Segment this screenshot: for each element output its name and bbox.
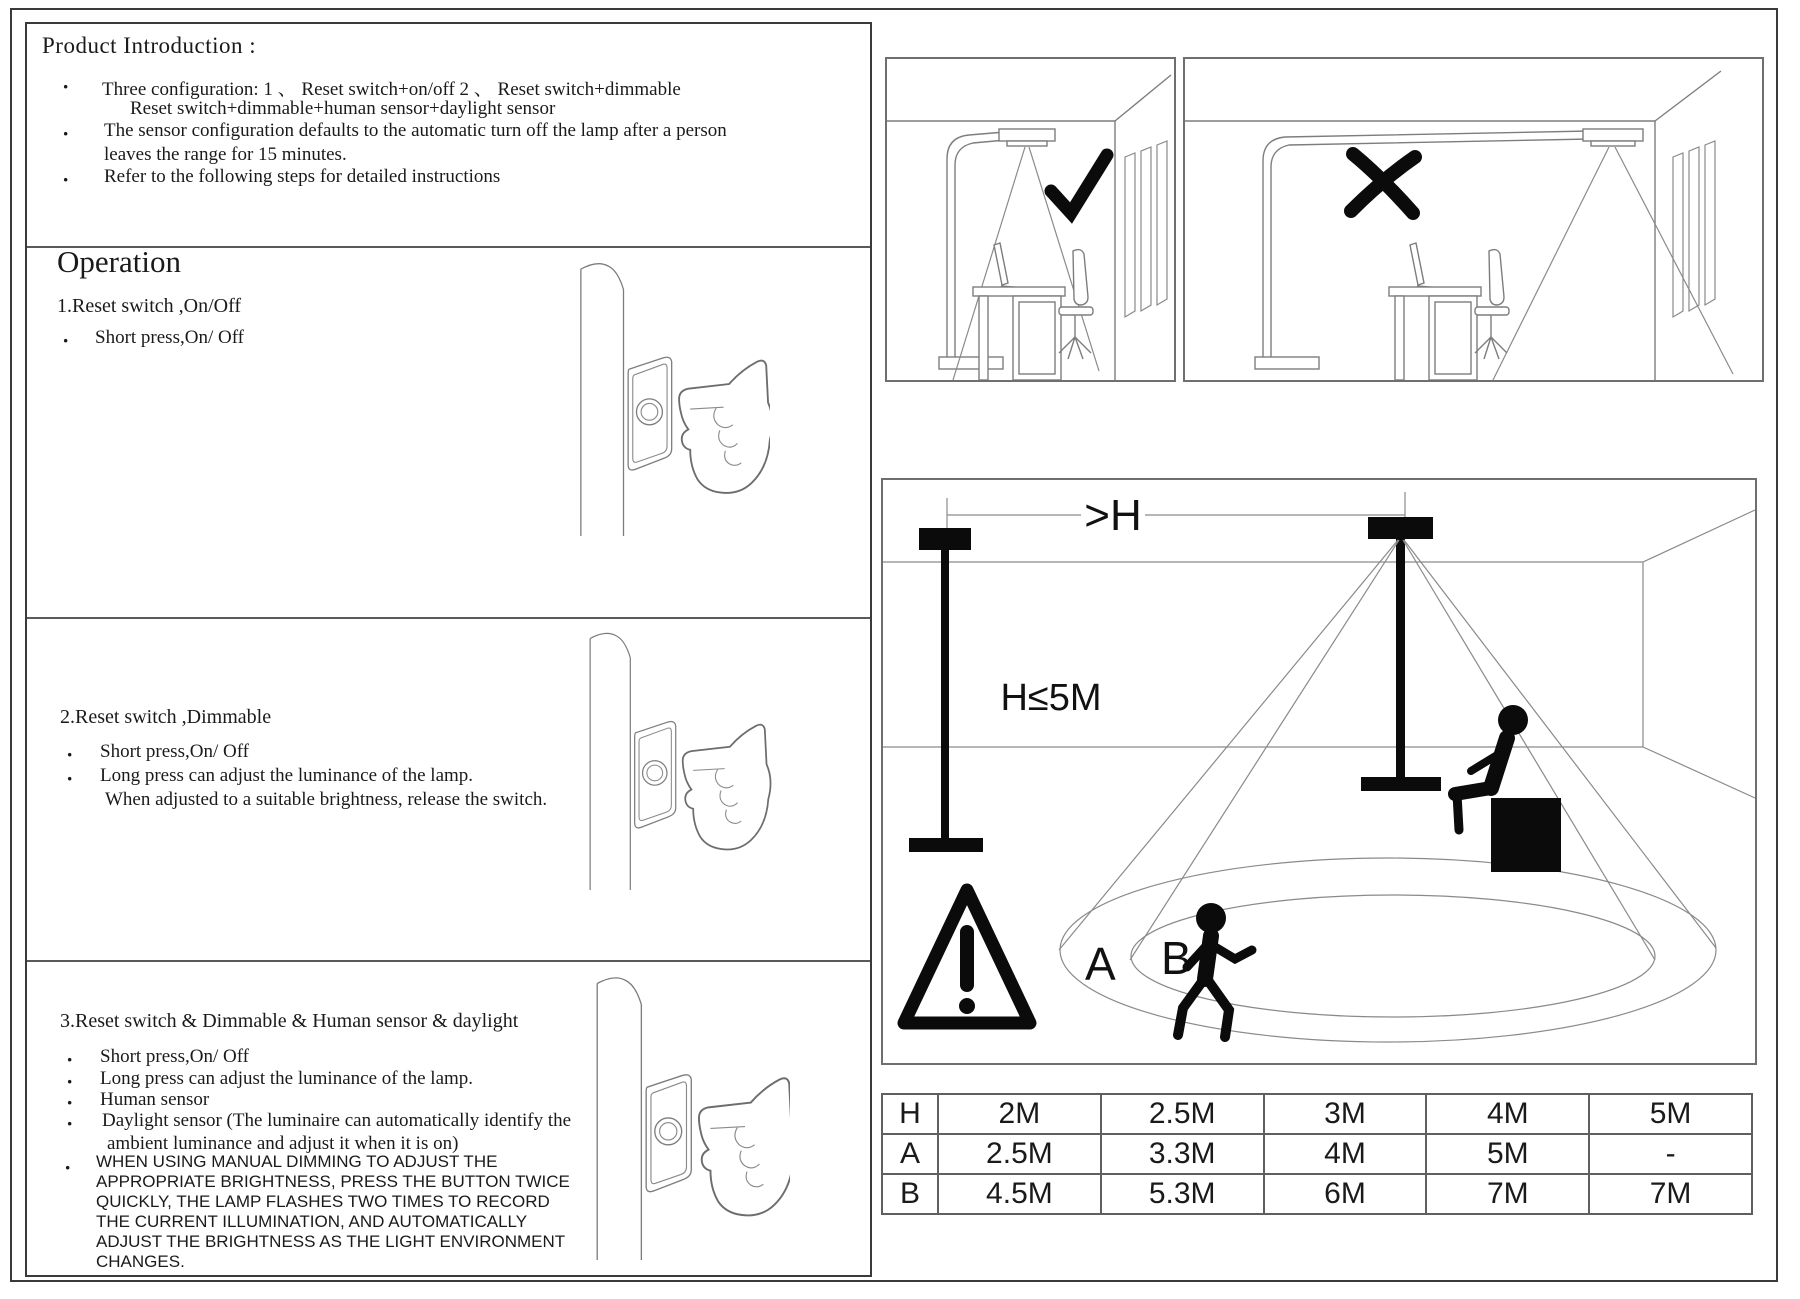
- bullet-dot: ·: [66, 766, 74, 791]
- bullet-dot: ·: [66, 1111, 74, 1136]
- office-chair: [1475, 250, 1509, 359]
- intro-title: Product Introduction :: [42, 33, 257, 58]
- seated-person-icon: [1455, 705, 1561, 872]
- table-cell: 5M: [1426, 1134, 1589, 1174]
- table-cell: 4M: [1264, 1134, 1427, 1174]
- table-cell: 7M: [1426, 1174, 1589, 1214]
- operation-2-bullet-2: Long press can adjust the luminance of the lamp.: [100, 765, 474, 786]
- window-blinds: [1673, 141, 1715, 317]
- sensor-range-table: [881, 1093, 1753, 1215]
- operation-3-heading: 3.Reset switch & Dimmable & Human sensor & daylight: [60, 1010, 519, 1032]
- intro-bullet-2-line-1: The sensor configuration defaults to the automatic turn off the lamp after a person: [104, 120, 727, 141]
- operation-1-heading: 1.Reset switch ,On/Off: [57, 295, 242, 317]
- room-wrong-placement: [1183, 57, 1764, 382]
- bullet-dot: ·: [66, 1069, 74, 1094]
- window-blinds: [1125, 141, 1167, 317]
- mounting-height-diagram: [881, 478, 1757, 1065]
- row-label: H: [882, 1094, 938, 1134]
- table-row: [882, 1094, 1752, 1134]
- table-row: [882, 1134, 1752, 1174]
- warning-triangle-icon: [904, 890, 1030, 1023]
- operation-3-bullet-5: WHEN USING MANUAL DIMMING TO ADJUST THE APPROPRIATE BRIGHTNESS, PRESS THE BUTTON TWICE QUICKLY, THE LAMP FLASHES TWO TIMES TO RECORD THE CURRENT ILLUMINATION, AND AUTOMATICALLY ADJUST THE BRIGHTNESS AS THE LIGHT ENVIRONMENT CHANGES.: [96, 1152, 570, 1271]
- checkmark-icon: [1051, 155, 1107, 213]
- table-cell: 6M: [1264, 1174, 1427, 1214]
- intro-bullet-3: Refer to the following steps for detailed instructions: [104, 166, 501, 187]
- switch-illustration-2: [545, 628, 775, 890]
- operation-3-bullet-2: Long press can adjust the luminance of the lamp.: [100, 1068, 474, 1089]
- table-cell: -: [1589, 1134, 1752, 1174]
- zone-b-label: B: [1161, 932, 1192, 984]
- distance-label: >H: [1084, 491, 1142, 540]
- operation-title: Operation: [57, 244, 181, 279]
- detection-zone-a-ellipse: [1060, 858, 1716, 1042]
- operation-3-bullet-4-line-1: Daylight sensor (The luminaire can automatically identify the: [102, 1110, 572, 1131]
- right-lamp: [1361, 517, 1441, 791]
- switch-illustration-1: [540, 258, 770, 536]
- table-cell: 4.5M: [938, 1174, 1101, 1214]
- table-cell: 2.5M: [938, 1134, 1101, 1174]
- table-cell: 5M: [1589, 1094, 1752, 1134]
- walking-person-icon: [1178, 903, 1252, 1037]
- bullet-dot: ·: [62, 328, 70, 353]
- room-correct-placement: [885, 57, 1176, 382]
- operation-2-bullet-1: Short press,On/ Off: [100, 741, 250, 762]
- sensor-range-table-wrap: [881, 1093, 1753, 1215]
- office-chair: [1059, 250, 1093, 359]
- row-label: A: [882, 1134, 938, 1174]
- x-mark-icon: [1351, 154, 1415, 213]
- table-cell: 3M: [1264, 1094, 1427, 1134]
- bullet-dot: ·: [66, 1047, 74, 1072]
- sensor-cone: [1493, 147, 1733, 380]
- operation-1-bullet-1: Short press,On/ Off: [95, 327, 245, 348]
- bullet-dot: ·: [66, 1090, 74, 1115]
- table-row: [882, 1174, 1752, 1214]
- bullet-dot: ·: [62, 74, 70, 99]
- row-label: B: [882, 1174, 938, 1214]
- operation-2-heading: 2.Reset switch ,Dimmable: [60, 706, 272, 728]
- zone-a-label: A: [1085, 938, 1116, 990]
- bullet-dot: ·: [64, 1155, 72, 1180]
- table-cell: 2.5M: [1101, 1094, 1264, 1134]
- sensor-cone: [1059, 540, 1716, 960]
- bullet-dot: ·: [66, 742, 74, 767]
- operation-3-bullet-4-line-2: ambient luminance and adjust it when it is on): [107, 1133, 459, 1154]
- section-divider-2: [27, 617, 870, 619]
- bullet-dot: ·: [62, 167, 70, 192]
- table-cell: 5.3M: [1101, 1174, 1264, 1214]
- intro-bullet-2-line-2: leaves the range for 15 minutes.: [104, 144, 347, 165]
- table-cell: 3.3M: [1101, 1134, 1264, 1174]
- intro-bullet-1-line-2: Reset switch+dimmable+human sensor+daylight sensor: [130, 98, 556, 119]
- table-cell: 2M: [938, 1094, 1101, 1134]
- operation-3-bullet-3: Human sensor: [100, 1089, 210, 1110]
- operation-3-bullet-1: Short press,On/ Off: [100, 1046, 250, 1067]
- section-divider-3: [27, 960, 870, 962]
- desk-with-laptop: [973, 243, 1065, 380]
- height-label: H≤5M: [1000, 677, 1102, 719]
- table-cell: 7M: [1589, 1174, 1752, 1214]
- table-cell: 4M: [1426, 1094, 1589, 1134]
- switch-illustration-3: [558, 972, 790, 1260]
- room-perspective: [883, 510, 1755, 798]
- distance-dimension-line: [947, 492, 1405, 532]
- left-lamp: [909, 528, 983, 852]
- intro-bullet-1-line-1: Three configuration: 1 、 Reset switch+on/off 2 、 Reset switch+dimmable: [102, 79, 681, 100]
- bullet-dot: ·: [62, 121, 70, 146]
- desk-with-laptop: [1389, 243, 1481, 380]
- operation-2-bullet-2-cont: When adjusted to a suitable brightness, release the switch.: [105, 789, 548, 810]
